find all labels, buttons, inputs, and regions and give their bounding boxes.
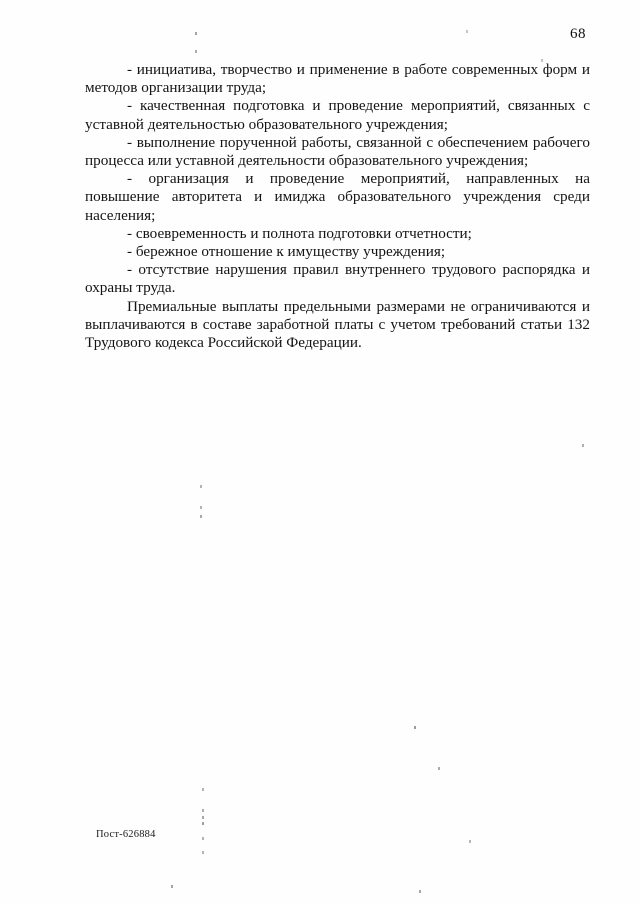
- paragraph: - отсутствие нарушения правил внутреннего трудового распорядка и охраны труда.: [85, 261, 590, 297]
- footer-document-code: Пост-626884: [96, 829, 156, 840]
- page-number: 68: [570, 26, 586, 42]
- paragraph: - выполнение порученной работы, связанной с обеспечением рабочего процесса или уставной деятельности образовательного учреждения;: [85, 133, 590, 170]
- scan-noise-specks: [0, 0, 2, 3]
- paragraph: - инициатива, творчество и применение в работе современных форм и методов организации труда;: [85, 61, 590, 97]
- document-body: [85, 61, 590, 352]
- paragraph: - качественная подготовка и проведение мероприятий, связанных с уставной деятельностью образовательного учреждения;: [85, 97, 590, 133]
- paragraph: Премиальные выплаты предельными размерами не ограничиваются и выплачиваются в составе заработной платы с учетом требований статьи 132 Трудового кодекса Российской Федерации.: [85, 297, 590, 352]
- paragraph: - организация и проведение мероприятий, направленных на повышение авторитета и имиджа образовательного учреждения среди населения;: [85, 170, 590, 224]
- paragraph: - своевременность и полнота подготовки отчетности;: [127, 224, 472, 242]
- paragraph: - бережное отношение к имуществу учреждения;: [127, 243, 446, 261]
